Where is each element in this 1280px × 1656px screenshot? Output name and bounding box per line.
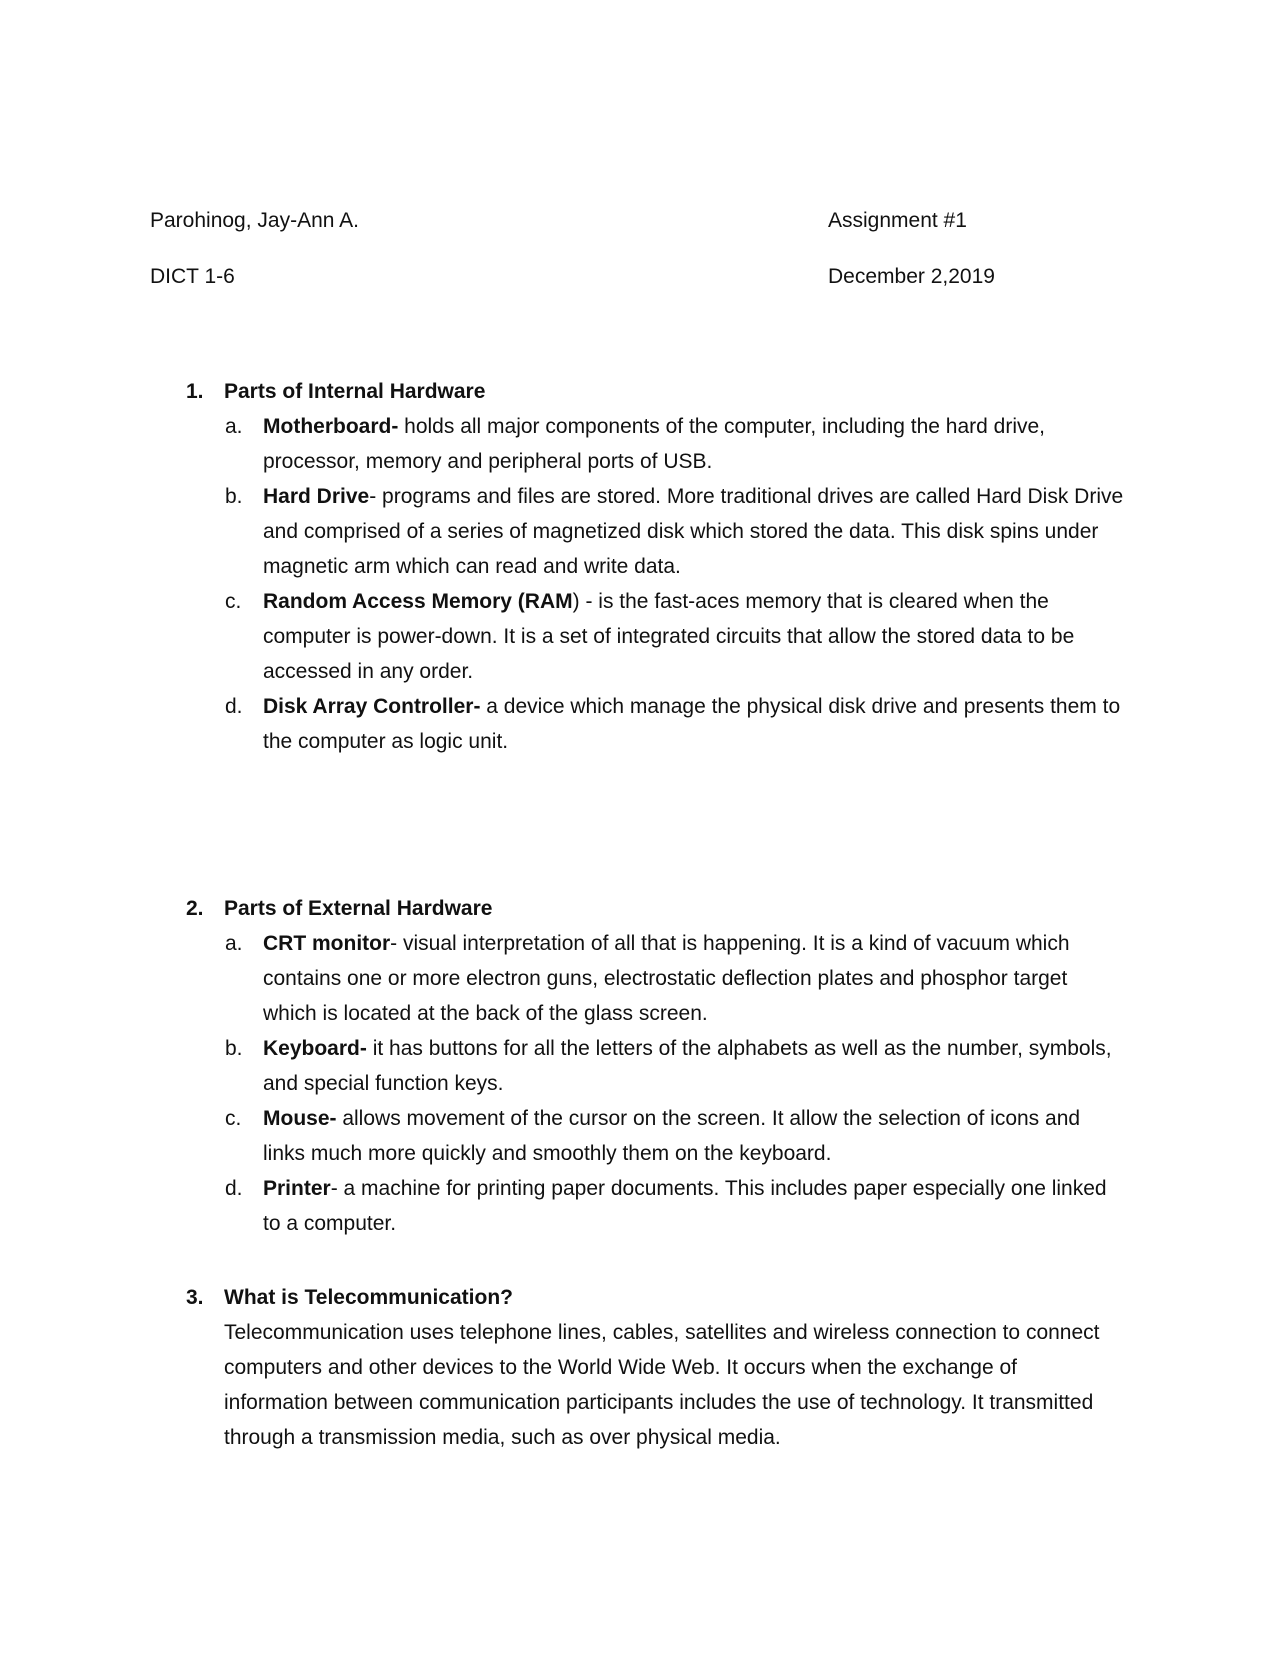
item-letter: b. <box>225 1037 243 1060</box>
student-name: Parohinog, Jay-Ann A. <box>150 209 359 232</box>
item-term: Hard Drive <box>263 485 370 508</box>
list-item <box>186 1031 1126 1101</box>
submission-date: December 2,2019 <box>828 265 995 288</box>
item-description: - programs and files are stored. More traditional drives are called Hard Disk Drive and comprised of a series of magnetized disk which stored the data. This disk spins under magnetic arm which can read and write data. <box>263 485 1124 578</box>
item-description: - visual interpretation of all that is happening. It is a kind of vacuum which contains one or more electron guns, electrostatic deflection plates and phosphor target which is located at the back of the glass screen. <box>263 932 1070 1025</box>
list-item <box>186 584 1126 689</box>
section-number: 2. <box>186 897 204 920</box>
item-term: CRT monitor <box>263 932 391 955</box>
section-title: What is Telecommunication? <box>224 1286 513 1309</box>
section-title: Parts of Internal Hardware <box>224 380 486 403</box>
item-term: Random Access Memory (RAM <box>263 590 573 613</box>
item-letter: d. <box>225 695 243 718</box>
assignment-number: Assignment #1 <box>828 209 967 232</box>
item-letter: a. <box>225 415 243 438</box>
section-heading <box>186 374 1126 409</box>
list-item <box>186 689 1126 759</box>
section-telecommunication <box>186 1280 1126 1455</box>
item-description: allows movement of the cursor on the screen. It allow the selection of icons and links much more quickly and smoothly them on the keyboard. <box>263 1107 1081 1165</box>
section-number: 1. <box>186 380 204 403</box>
item-description: it has buttons for all the letters of the alphabets as well as the number, symbols, and special function keys. <box>263 1037 1112 1095</box>
section-internal-hardware <box>186 374 1126 759</box>
course-section: DICT 1-6 <box>150 265 235 288</box>
item-term: Disk Array Controller- <box>263 695 481 718</box>
section-title: Parts of External Hardware <box>224 897 493 920</box>
list-item <box>186 1101 1126 1171</box>
section-external-hardware <box>186 891 1126 1241</box>
item-letter: b. <box>225 485 243 508</box>
item-description: a device which manage the physical disk drive and presents them to the computer as logic unit. <box>263 695 1121 753</box>
item-letter: d. <box>225 1177 243 1200</box>
item-term: Mouse- <box>263 1107 337 1130</box>
list-item <box>186 1171 1126 1241</box>
item-letter: c. <box>225 1107 242 1130</box>
item-description: ) - is the fast-aces memory that is cleared when the computer is power-down. It is a set of integrated circuits that allow the stored data to be accessed in any order. <box>263 590 1075 683</box>
section-heading <box>186 891 1126 926</box>
item-term: Keyboard- <box>263 1037 367 1060</box>
list-item <box>186 479 1126 584</box>
list-item <box>186 926 1126 1031</box>
item-term: Printer <box>263 1177 331 1200</box>
section-number: 3. <box>186 1286 204 1309</box>
item-description: - a machine for printing paper documents. This includes paper especially one linked to a computer. <box>263 1177 1107 1235</box>
list-item <box>186 409 1126 479</box>
item-letter: c. <box>225 590 242 613</box>
item-letter: a. <box>225 932 243 955</box>
section-heading <box>186 1280 1126 1315</box>
item-term: Motherboard- <box>263 415 399 438</box>
item-description: holds all major components of the computer, including the hard drive, processor, memory and peripheral ports of USB. <box>263 415 1046 473</box>
section-paragraph: Telecommunication uses telephone lines, cables, satellites and wireless connection to connect computers and other devices to the World Wide Web. It occurs when the exchange of information between communication participants includes the use of technology. It transmitted through a transmission media, such as over physical media. <box>224 1321 1100 1449</box>
